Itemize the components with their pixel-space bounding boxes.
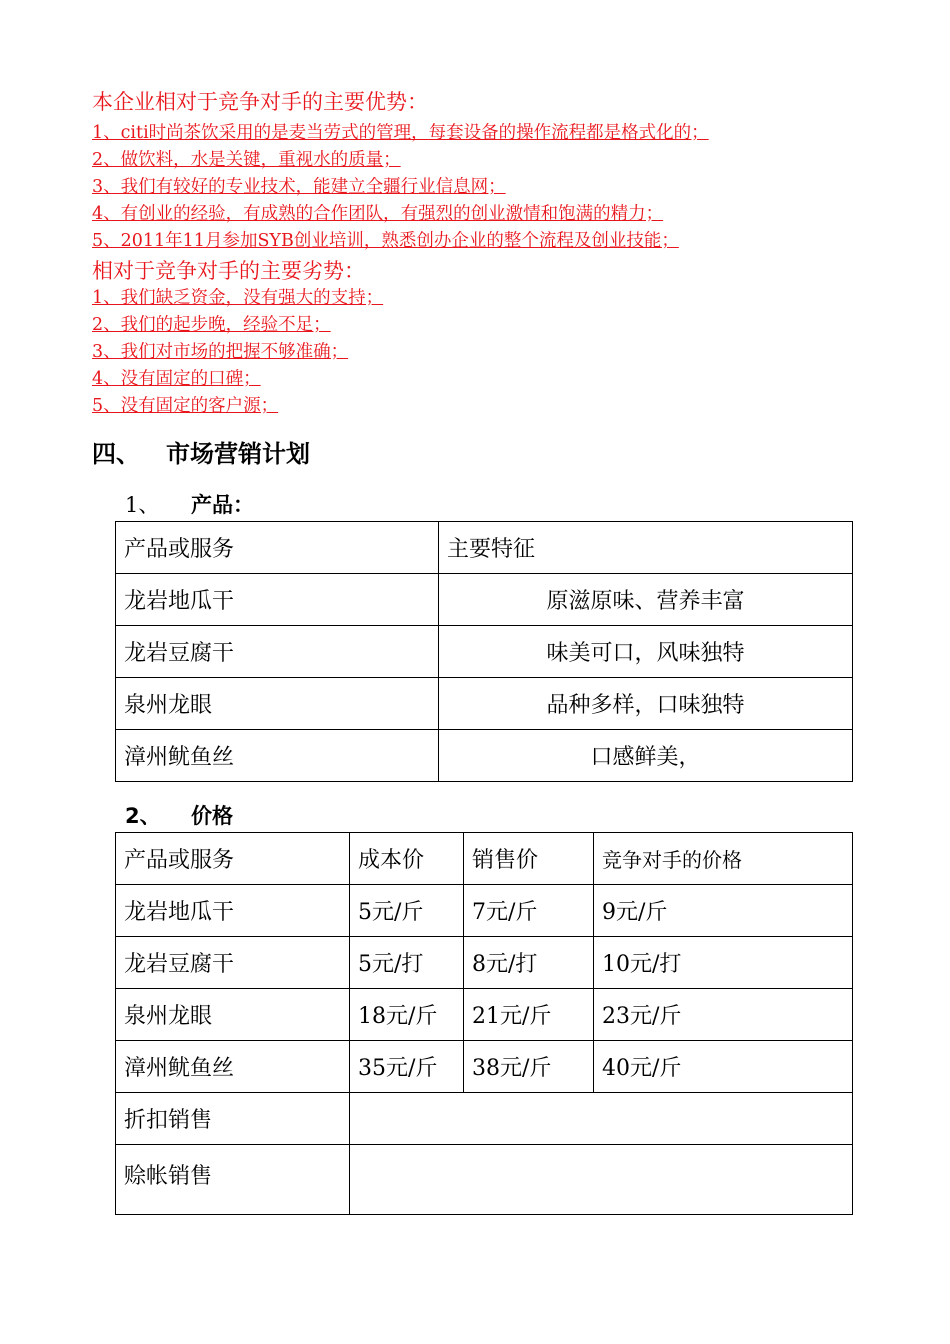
table-cell: 35元/斤: [350, 1041, 464, 1093]
table-header-cell: 销售价: [464, 833, 594, 885]
prices-table: [115, 832, 853, 1215]
advantage-item-1: 1、citi时尚茶饮采用的是麦当劳式的管理，每套设备的操作流程都是格式化的；: [92, 123, 709, 143]
table-row: [116, 574, 853, 626]
table-cell: 18元/斤: [350, 989, 464, 1041]
table-row: [116, 626, 853, 678]
discount-sale-label: 折扣销售: [116, 1093, 350, 1145]
table-cell: 10元/打: [594, 937, 853, 989]
table-cell: 龙岩地瓜干: [116, 885, 350, 937]
advantage-item-4: 4、有创业的经验，有成熟的合作团队，有强烈的创业激情和饱满的精力；: [92, 204, 664, 224]
table-row: [116, 522, 853, 574]
disadvantage-item-2: 2、我们的起步晚，经验不足；: [92, 315, 331, 335]
table-cell: 口感鲜美，: [439, 730, 853, 782]
credit-sale-label: 赊帐销售: [116, 1145, 350, 1215]
products-number: 1、: [125, 493, 160, 517]
disadvantage-item-3: 3、我们对市场的把握不够准确；: [92, 342, 349, 362]
disadvantages-title: 相对于竞争对手的主要劣势：: [92, 259, 365, 283]
disadvantage-item-4: 4、没有固定的口碑；: [92, 369, 261, 389]
products-heading: [125, 489, 254, 519]
table-cell: 38元/斤: [464, 1041, 594, 1093]
advantage-item-2: 2、做饮料，水是关键，重视水的质量；: [92, 150, 401, 170]
table-cell: 5元/打: [350, 937, 464, 989]
section-title: 市场营销计划: [166, 440, 310, 468]
table-row: [116, 885, 853, 937]
table-header-cell: 产品或服务: [116, 522, 439, 574]
table-row: [116, 1093, 853, 1145]
table-row: [116, 678, 853, 730]
table-cell: 龙岩豆腐干: [116, 937, 350, 989]
table-cell: 8元/打: [464, 937, 594, 989]
table-cell: 23元/斤: [594, 989, 853, 1041]
table-row: [116, 730, 853, 782]
table-cell: 泉州龙眼: [116, 989, 350, 1041]
table-cell: 品种多样，口味独特: [439, 678, 853, 730]
products-table: [115, 521, 853, 782]
table-cell: 泉州龙眼: [116, 678, 439, 730]
table-cell: 漳州鱿鱼丝: [116, 1041, 350, 1093]
table-row: [116, 1145, 853, 1215]
table-cell: 漳州鱿鱼丝: [116, 730, 439, 782]
credit-sale-cell: [350, 1145, 853, 1215]
products-title: 产品：: [191, 493, 254, 517]
table-row: [116, 1041, 853, 1093]
table-cell: 龙岩豆腐干: [116, 626, 439, 678]
advantages-title: 本企业相对于竞争对手的主要优势：: [92, 90, 428, 114]
table-row: [116, 989, 853, 1041]
table-cell: 7元/斤: [464, 885, 594, 937]
prices-title: 价格: [191, 804, 233, 828]
table-cell: 40元/斤: [594, 1041, 853, 1093]
table-cell: 5元/斤: [350, 885, 464, 937]
section-heading: [92, 434, 310, 469]
discount-sale-cell: [350, 1093, 853, 1145]
table-header-cell: 主要特征: [439, 522, 853, 574]
table-cell: 龙岩地瓜干: [116, 574, 439, 626]
advantage-item-5: 5、2011年11月参加SYB创业培训，熟悉创办企业的整个流程及创业技能；: [92, 231, 679, 251]
table-header-cell: 成本价: [350, 833, 464, 885]
disadvantage-item-1: 1、我们缺乏资金，没有强大的支持；: [92, 288, 384, 308]
disadvantage-item-5: 5、没有固定的客户源；: [92, 396, 279, 416]
table-cell: 原滋原味、营养丰富: [439, 574, 853, 626]
prices-heading: [125, 800, 233, 830]
table-cell: 味美可口，风味独特: [439, 626, 853, 678]
table-row: [116, 937, 853, 989]
table-row: [116, 833, 853, 885]
table-header-cell: 竞争对手的价格: [594, 833, 853, 885]
advantage-item-3: 3、我们有较好的专业技术，能建立全疆行业信息网；: [92, 177, 506, 197]
prices-number: 2、: [125, 804, 161, 828]
table-header-cell: 产品或服务: [116, 833, 350, 885]
table-cell: 21元/斤: [464, 989, 594, 1041]
table-cell: 9元/斤: [594, 885, 853, 937]
section-number: 四、: [92, 440, 140, 468]
